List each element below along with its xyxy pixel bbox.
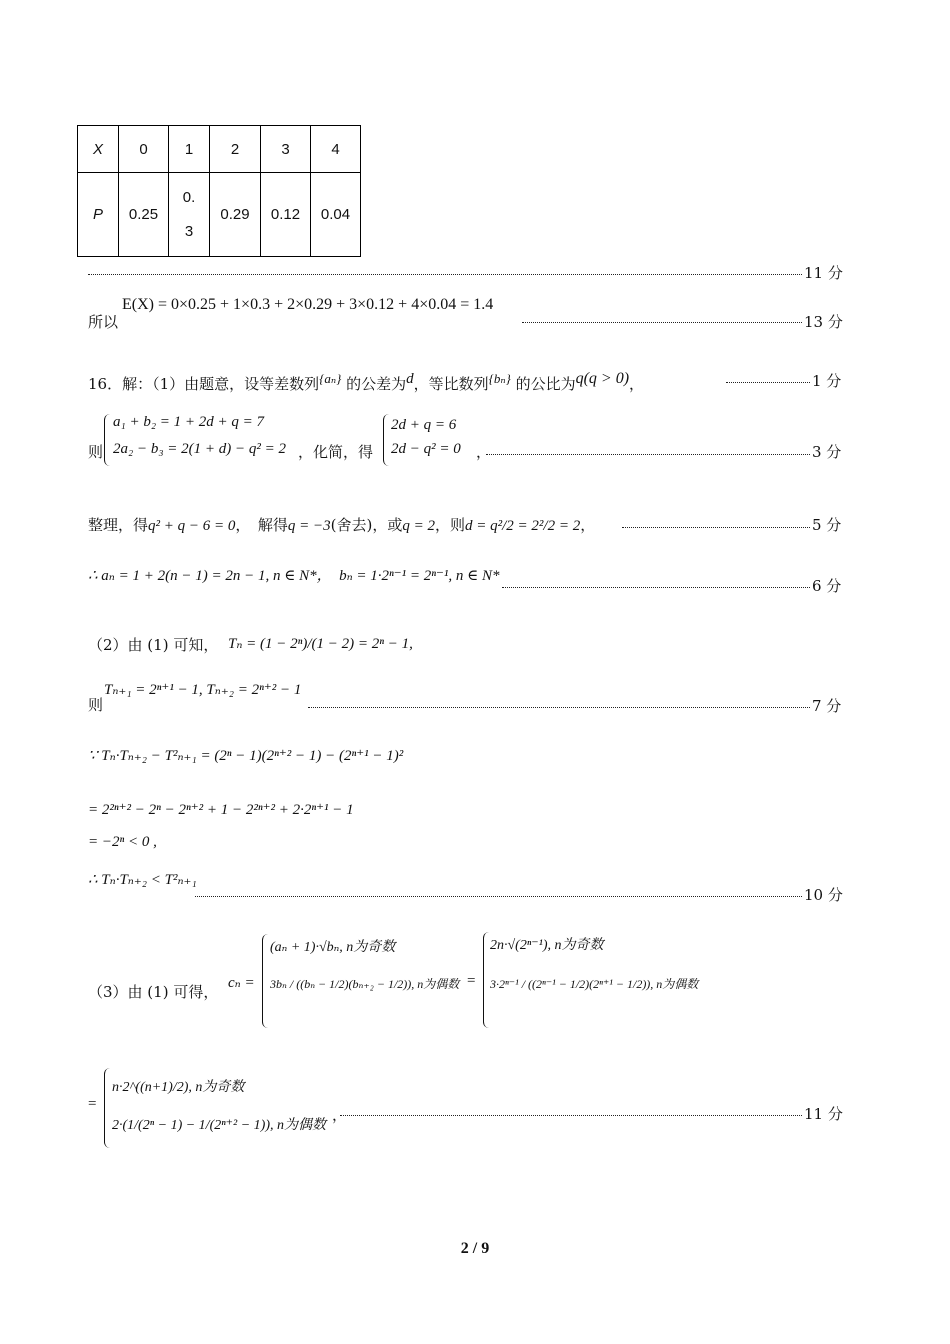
sequence-a: {aₙ} — [319, 371, 342, 386]
cn-odd-case: (aₙ + 1)·√bₙ, n为奇数 — [270, 940, 396, 955]
simplify-text: ，化简，得 — [298, 443, 374, 461]
score-label: 3 分 — [812, 443, 842, 461]
table-cell: 2 — [210, 126, 261, 173]
dot-leader — [622, 527, 810, 528]
score-label: 11 分 — [804, 1105, 843, 1123]
text: ，等比数列 — [413, 375, 489, 393]
score-label: 10 分 — [804, 886, 843, 904]
dot-leader — [522, 322, 802, 323]
system-2-row-1: 2d + q = 6 — [391, 417, 457, 433]
expand-line: = 2²ⁿ⁺² − 2ⁿ − 2ⁿ⁺² + 1 − 2²ⁿ⁺² + 2·2ⁿ⁺¹ − 1 — [88, 802, 354, 818]
equals-sign: = — [88, 1096, 97, 1112]
arrange-line — [88, 514, 595, 535]
final-even-case: 2·(1/(2ⁿ − 1) − 1/(2ⁿ⁺² − 1)), n为偶数 — [112, 1118, 326, 1133]
text: ，则 — [435, 516, 466, 534]
text: (舍去)，或 — [330, 516, 403, 534]
score-label: 7 分 — [812, 697, 842, 715]
equals-sign: = — [467, 973, 476, 989]
text: 16．解：（1）由题意，设等差数列 — [88, 375, 320, 393]
then-label: 则 — [88, 443, 104, 461]
text: ， 解得 — [235, 516, 288, 534]
final-odd-case: n·2^((n+1)/2), n为奇数 — [112, 1080, 245, 1095]
dot-leader — [502, 587, 810, 588]
dot-leader — [308, 707, 810, 708]
text: 的公比为 — [515, 375, 576, 393]
page-number: 2 / 9 — [460, 1240, 490, 1257]
dot-leader — [195, 896, 802, 897]
system-1-row-1: a₁ + b₂ = 1 + 2d + q = 7 — [113, 414, 265, 430]
table-cell: 3 — [261, 126, 311, 173]
general-terms: ∴ aₙ = 1 + 2(n − 1) = 2n − 1, n ∈ N*， bₙ = 1·2ⁿ⁻¹ = 2ⁿ⁻¹, n ∈ N* — [88, 568, 500, 584]
dot-leader — [340, 1115, 802, 1116]
cn-odd-simplified: 2n·√(2ⁿ⁻¹), n为奇数 — [490, 938, 604, 953]
expectation-formula: E(X) = 0×0.25 + 1×0.3 + 2×0.29 + 3×0.12 + 4×0.04 = 1.4 — [122, 296, 494, 313]
score-label: 13 分 — [804, 313, 843, 331]
score-label: 1 分 — [812, 372, 842, 390]
table-row — [78, 126, 361, 173]
dot-leader — [726, 382, 810, 383]
cn-even-simplified: 3·2ⁿ⁻¹ / ((2ⁿ⁻¹ − 1/2)(2ⁿ⁺¹ − 1/2)), n为偶数 — [490, 977, 699, 991]
root-negative: q = −3 — [287, 518, 331, 534]
system-1-row-2: 2a₂ − b₃ = 2(1 + d) − q² = 2 — [113, 441, 287, 457]
table-cell: 0.12 — [261, 173, 311, 257]
system-2-row-2: 2d − q² = 0 — [391, 441, 461, 457]
left-brace — [262, 934, 269, 1028]
table-cell: 0.04 — [311, 173, 361, 257]
table-cell: 0.25 — [119, 173, 169, 257]
left-brace — [383, 414, 390, 466]
d-value: d = q²/2 = 2²/2 = 2 — [465, 518, 581, 534]
table-row — [78, 173, 361, 257]
table-cell: 1 — [169, 126, 210, 173]
text: ， — [476, 443, 492, 461]
left-brace — [104, 1068, 111, 1148]
text: ， — [332, 1106, 348, 1124]
table-cell: 0.29 — [210, 173, 261, 257]
dot-leader — [486, 454, 810, 455]
table-cell: 0 — [119, 126, 169, 173]
tn-next-formula: Tₙ₊₁ = 2ⁿ⁺¹ − 1, Tₙ₊₂ = 2ⁿ⁺² − 1 — [104, 682, 302, 698]
part-3-label: （3）由 (1) 可得， — [88, 983, 219, 1001]
text: 整理，得 — [88, 516, 149, 534]
common-ratio: q(q > 0) — [575, 370, 630, 387]
left-brace — [104, 414, 111, 466]
text: 的公差为 — [346, 375, 407, 393]
negative-line: = −2ⁿ < 0 , — [88, 834, 157, 850]
root-positive: q = 2 — [402, 518, 435, 534]
common-difference: d — [406, 371, 414, 387]
because-line: ∵ Tₙ·Tₙ₊₂ − T²ₙ₊₁ = (2ⁿ − 1)(2ⁿ⁺² − 1) − (2ⁿ⁺¹ − 1)² — [88, 748, 404, 764]
therefore-line: ∴ Tₙ·Tₙ₊₂ < T²ₙ₊₁ — [88, 872, 197, 888]
text: ， — [580, 516, 596, 534]
cn-even-case: 3bₙ / ((bₙ − 1/2)(bₙ₊₂ − 1/2)), n为偶数 — [270, 977, 460, 991]
cn-label: cₙ = — [228, 975, 255, 991]
part-2-label: （2）由 (1) 可知， — [88, 636, 219, 654]
score-label: 6 分 — [812, 577, 842, 595]
table-cell: X — [78, 126, 119, 173]
quadratic-equation: q² + q − 6 = 0 — [148, 518, 236, 534]
expectation-prefix: 所以 — [88, 313, 119, 331]
table-cell: 0. 3 — [169, 173, 210, 257]
then-label: 则 — [88, 696, 104, 714]
tn-formula: Tₙ = (1 − 2ⁿ)/(1 − 2) = 2ⁿ − 1, — [228, 636, 413, 652]
table-cell: 4 — [311, 126, 361, 173]
distribution-table — [77, 125, 361, 257]
left-brace — [483, 932, 490, 1028]
problem-16-intro — [88, 370, 644, 394]
dot-leader — [88, 274, 802, 275]
score-label: 5 分 — [812, 516, 842, 534]
score-label: 11 分 — [804, 264, 843, 282]
text: ， — [629, 375, 645, 393]
table-cell: P — [78, 173, 119, 257]
sequence-b: {bₙ} — [488, 371, 511, 386]
